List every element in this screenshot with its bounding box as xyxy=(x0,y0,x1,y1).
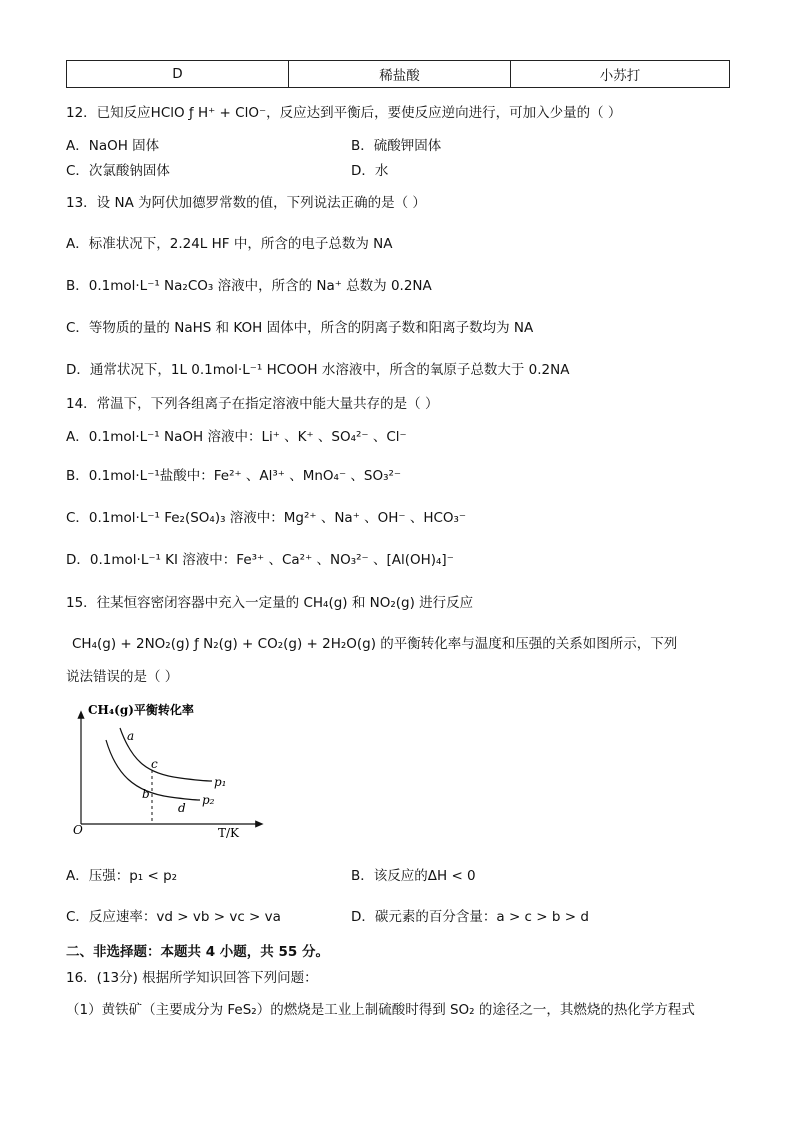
q14-option-c: C．0.1mol·L⁻¹ Fe₂(SO₄)₃ 溶液中：Mg²⁺ 、Na⁺ 、OH⁻ 、HCO₃⁻ xyxy=(66,510,467,526)
q12-option-c: C．次氯酸钠固体 xyxy=(66,163,170,179)
q15-stem-line2: CH₄(g) + 2NO₂(g) ƒ N₂(g) + CO₂(g) + 2H₂O(g) 的平衡转化率与温度和压强的关系如图所示，下列 xyxy=(72,636,678,652)
origin-label: O xyxy=(73,823,83,837)
q14-stem: 14．常温下，下列各组离子在指定溶液中能大量共存的是（ ） xyxy=(66,396,439,412)
q15-stem-line1: 15．往某恒容密闭容器中充入一定量的 CH₄(g) 和 NO₂(g) 进行反应 xyxy=(66,595,474,611)
q12-option-b: B．硫酸钾固体 xyxy=(351,138,442,154)
y-axis-label: CH₄(g)平衡转化率 xyxy=(88,703,194,717)
q14-option-b: B．0.1mol·L⁻¹盐酸中：Fe²⁺ 、Al³⁺ 、MnO₄⁻ 、SO₃²⁻ xyxy=(66,468,402,484)
x-axis-label: T/K xyxy=(218,826,240,840)
q13-option-d: D．通常状况下，1L 0.1mol·L⁻¹ HCOOH 水溶液中，所含的氧原子总数大于 0.2NA xyxy=(66,362,570,378)
q14-option-d: D．0.1mol·L⁻¹ KI 溶液中：Fe³⁺ 、Ca²⁺ 、NO₃²⁻ 、[Al(OH)₄]⁻ xyxy=(66,552,454,568)
q15-option-c: C．反应速率：vd > vb > vc > va xyxy=(66,909,281,925)
point-b-label: b xyxy=(142,787,150,801)
table-cell-reagent: 稀盐酸 xyxy=(289,61,511,88)
q15-option-b: B．该反应的ΔH < 0 xyxy=(351,868,476,884)
q13-option-c: C．等物质的量的 NaHS 和 KOH 固体中，所含的阴离子数和阳离子数均为 NA xyxy=(66,320,534,336)
q14-option-a: A．0.1mol·L⁻¹ NaOH 溶液中：Li⁺ 、K⁺ 、SO₄²⁻ 、Cl⁻ xyxy=(66,429,407,445)
q15-option-d: D．碳元素的百分含量：a > c > b > d xyxy=(351,909,589,925)
q15-option-a: A．压强：p₁ < p₂ xyxy=(66,868,178,884)
point-d-label: d xyxy=(178,801,186,815)
answer-table xyxy=(66,60,730,88)
q16-stem: 16．(13分) 根据所学知识回答下列问题： xyxy=(66,970,318,986)
table-row xyxy=(67,61,730,88)
q12-stem: 12．已知反应HClO ƒ H⁺ + ClO⁻，反应达到平衡后，要使反应逆向进行，可加入少量的（ ） xyxy=(66,105,622,121)
q13-option-a: A．标准状况下，2.24L HF 中，所含的电子总数为 NA xyxy=(66,236,393,252)
table-cell-substance: 小苏打 xyxy=(511,61,730,88)
q13-option-b: B．0.1mol·L⁻¹ Na₂CO₃ 溶液中，所含的 Na⁺ 总数为 0.2NA xyxy=(66,278,432,294)
point-c-label: c xyxy=(151,757,158,771)
curve-p2-label: p₂ xyxy=(202,793,215,807)
q13-stem: 13．设 NA 为阿伏加德罗常数的值，下列说法正确的是（ ） xyxy=(66,195,426,211)
q15-stem-line3: 说法错误的是（ ） xyxy=(66,669,179,685)
section-title: 二、非选择题：本题共 4 小题，共 55 分。 xyxy=(66,944,329,960)
q12-option-a: A．NaOH 固体 xyxy=(66,138,160,154)
curve-p1-label: p₁ xyxy=(214,775,227,789)
point-a-label: a xyxy=(127,729,135,743)
q16-part1: （1）黄铁矿（主要成分为 FeS₂）的燃烧是工业上制硫酸时得到 SO₂ 的途径之一，其燃烧的热化学方程式 xyxy=(66,1002,695,1018)
q12-option-d: D．水 xyxy=(351,163,389,179)
conversion-graph xyxy=(70,700,270,840)
table-cell-option: D xyxy=(67,61,289,88)
